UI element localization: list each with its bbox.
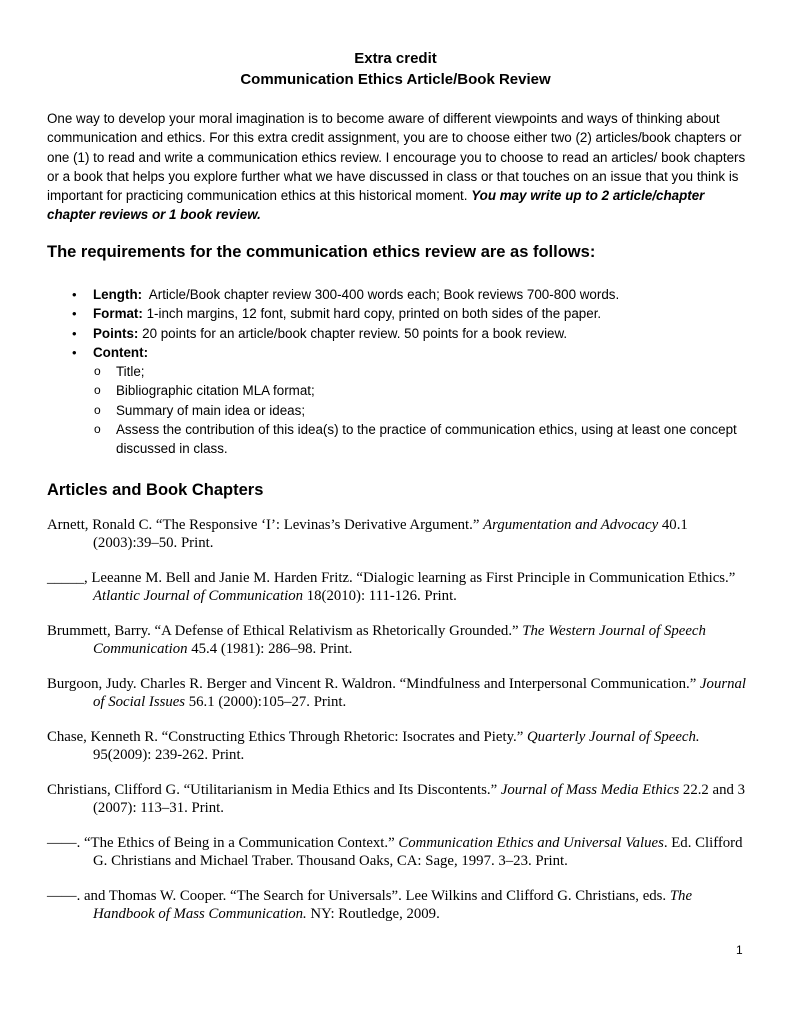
reference-source: The Handbook of Mass Communication. — [93, 888, 693, 922]
reference-list — [47, 516, 747, 923]
reference-source: Communication Ethics and Universal Values — [398, 835, 664, 851]
reference-text: Arnett, Ronald C. “The Responsive ‘I’: Levinas’s Derivative Argument.” — [47, 517, 484, 533]
bullet-marker: • — [72, 325, 77, 341]
sub-bullet-marker: o — [94, 364, 101, 379]
reference-entry — [47, 675, 747, 711]
reference-text: ——. and Thomas W. Cooper. “The Search for Universals”. Lee Wilkins and Clifford G. Christians, eds. — [47, 888, 670, 904]
intro-emphasis: You may write up to 2 article/chapter chapter reviews or 1 book review. — [47, 188, 705, 223]
requirement-format — [72, 304, 752, 323]
content-item-text: Assess the contribution of this idea(s) to the practice of communication ethics, using at least one concept discussed in class. — [116, 422, 737, 457]
requirement-text: Article/Book chapter review 300-400 words each; Book reviews 700-800 words. — [148, 287, 620, 302]
intro-text: One way to develop your moral imagination is to become aware of different viewpoints and ways of thinking about communication and ethics. For this extra credit assignment, you are to choose either two (2) articles/book chapters or one (1) to read and write a communication ethics review. I encourage you to choose to read an articles/ book chapters or a book that helps you explore further what we have discussed in class or that touches on an issue that you think is important for practicing communication ethics at this historical moment. — [47, 111, 746, 204]
reference-text: 56.1 (2000):105–27. Print. — [185, 694, 347, 710]
reference-text: Christians, Clifford G. “Utilitarianism in Media Ethics and Its Discontents.” — [47, 782, 501, 798]
requirement-text: 1-inch margins, 12 font, submit hard copy, printed on both sides of the paper. — [146, 306, 602, 322]
content-item-assess — [72, 420, 752, 459]
reference-text: Burgoon, Judy. Charles R. Berger and Vincent R. Waldron. “Mindfulness and Interpersonal Communication.” — [47, 676, 700, 692]
reference-entry — [47, 834, 747, 870]
bullet-marker: • — [72, 287, 77, 302]
requirement-label: Content: — [93, 344, 149, 360]
requirement-content — [72, 343, 752, 362]
reference-text: 18(2010): 111-126. Print. — [303, 588, 457, 604]
reference-text: 95(2009): 239-262. Print. — [93, 747, 245, 763]
reference-text: Chase, Kenneth R. “Constructing Ethics Through Rhetoric: Isocrates and Piety.” — [47, 729, 527, 745]
requirements-heading: The requirements for the communication ethics review are as follows: — [47, 243, 596, 261]
requirement-points — [72, 324, 752, 343]
content-item-text: Title; — [116, 364, 145, 380]
title-block — [0, 48, 791, 90]
reference-source: Atlantic Journal of Communication — [93, 588, 304, 604]
reference-text: NY: Routledge, 2009. — [306, 906, 440, 922]
bullet-marker: • — [72, 306, 77, 322]
requirement-label: Length: — [93, 287, 143, 302]
reference-text: 40.1 (2003):39–50. Print. — [93, 517, 688, 551]
content-item-text: Summary of main idea or ideas; — [116, 402, 306, 418]
reference-source: The Western Journal of Speech Communication — [93, 623, 706, 657]
reference-source: Quarterly Journal of Speech. — [526, 729, 700, 745]
reference-entry — [47, 887, 747, 923]
reference-text: Brummett, Barry. “A Defense of Ethical Relativism as Rhetorically Grounded.” — [47, 623, 523, 639]
requirement-label: Points: — [93, 325, 139, 341]
sub-bullet-marker: o — [94, 383, 101, 398]
requirement-length — [72, 285, 752, 304]
reference-source: Journal of Mass Media Ethics — [500, 782, 680, 798]
reference-text: . Ed. Clifford G. Christians and Michael Traber. Thousand Oaks, CA: Sage, 1997. 3–23. Print. — [93, 835, 743, 869]
articles-heading: Articles and Book Chapters — [47, 481, 264, 499]
reference-text: ——. “The Ethics of Being in a Communication Context.” — [47, 835, 399, 851]
bullet-marker: • — [72, 344, 77, 360]
title-line-2: Communication Ethics Article/Book Review — [240, 71, 551, 88]
reference-entry — [47, 728, 747, 764]
requirement-text: 20 points for an article/book chapter review. 50 points for a book review. — [142, 325, 568, 341]
requirement-label: Format: — [93, 306, 143, 322]
title-line-1: Extra credit — [354, 50, 437, 67]
sub-bullet-marker: o — [94, 422, 101, 437]
reference-text: _____, Leeanne M. Bell and Janie M. Harden Fritz. “Dialogic learning as First Principle in Communication Ethics.” — [47, 570, 736, 586]
content-item-title — [72, 362, 752, 381]
reference-source: Argumentation and Advocacy — [483, 517, 659, 533]
reference-text: 45.4 (1981): 286–98. Print. — [187, 641, 353, 657]
reference-entry — [47, 569, 747, 605]
reference-entry — [47, 622, 747, 658]
content-item-summary — [72, 401, 752, 420]
page-number: 1 — [736, 943, 743, 957]
content-item-text: Bibliographic citation MLA format; — [116, 383, 315, 399]
requirements-list — [72, 285, 752, 459]
reference-source: Journal of Social Issues — [93, 676, 747, 710]
reference-entry — [47, 781, 747, 817]
sub-bullet-marker: o — [94, 402, 101, 417]
reference-text: 22.2 and 3 (2007): 113–31. Print. — [93, 782, 745, 816]
reference-entry — [47, 516, 747, 552]
content-item-citation — [72, 381, 752, 400]
intro-paragraph — [47, 109, 747, 225]
